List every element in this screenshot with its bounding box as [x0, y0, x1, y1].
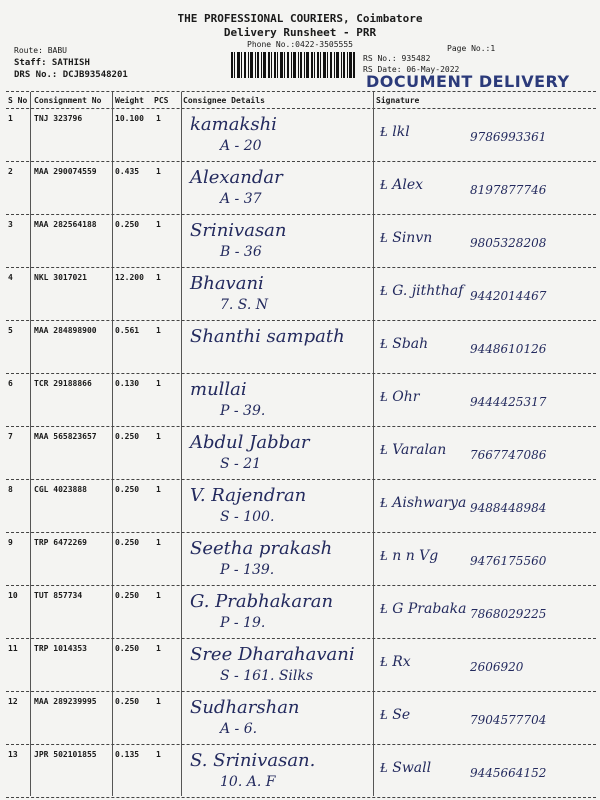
row-consignment-no: TRP 1014353 [34, 644, 87, 653]
row-consignee-name: V. Rajendran [190, 485, 307, 506]
row-weight: 0.250 [115, 644, 140, 653]
row-consignment-no: TRP 6472269 [34, 538, 87, 547]
row-signature-phone: 7868029225 [470, 607, 547, 621]
row-weight: 0.250 [115, 485, 140, 494]
row-sno: 12 [8, 697, 18, 706]
row-sno: 6 [8, 379, 13, 388]
row-signature-phone: 8197877746 [470, 183, 547, 197]
row-consignee-name: kamakshi [190, 114, 277, 135]
row-consignee-note: A - 37 [220, 191, 262, 207]
row-consignee-name: Shanthi sampath [190, 326, 345, 347]
col-pcs-header: PCS [154, 96, 169, 105]
rs-number: RS No.: 935482 [363, 54, 431, 63]
row-consignment-no: TUT 857734 [34, 591, 83, 600]
row-signature-phone: 9786993361 [470, 130, 547, 144]
row-signature: Ɫ Sinvn [380, 230, 433, 246]
row-divider [6, 691, 596, 692]
row-consignee-name: Sudharshan [190, 697, 300, 718]
row-signature-phone: 7904577704 [470, 713, 547, 727]
col-weight-header: Weight [115, 96, 144, 105]
row-consignee-note: P - 139. [220, 562, 275, 578]
row-consignee-note: S - 100. [220, 509, 275, 525]
row-signature-phone: 7667747086 [470, 448, 547, 462]
row-pcs: 1 [156, 538, 161, 547]
row-consignee-note: A - 20 [220, 138, 262, 154]
row-pcs: 1 [156, 697, 161, 706]
row-consignment-no: MAA 289239995 [34, 697, 97, 706]
row-signature-phone: 9488448984 [470, 501, 547, 515]
row-pcs: 1 [156, 485, 161, 494]
col-signature-header: Signature [376, 96, 420, 105]
row-consignee-name: Sree Dharahavani [190, 644, 355, 665]
row-consignment-no: MAA 282564188 [34, 220, 97, 229]
row-weight: 0.250 [115, 697, 140, 706]
row-signature-phone: 9444425317 [470, 395, 547, 409]
row-signature: Ɫ Ohr [380, 389, 420, 405]
row-pcs: 1 [156, 167, 161, 176]
row-divider [6, 320, 596, 321]
row-signature-phone: 9445664152 [470, 766, 547, 780]
row-consignee-name: mullai [190, 379, 247, 400]
row-pcs: 1 [156, 379, 161, 388]
row-divider [6, 638, 596, 639]
row-consignee-name: S. Srinivasan. [190, 750, 316, 771]
row-divider [6, 585, 596, 586]
row-pcs: 1 [156, 273, 161, 282]
row-pcs: 1 [156, 591, 161, 600]
row-consignment-no: NKL 3017021 [34, 273, 87, 282]
row-pcs: 1 [156, 432, 161, 441]
row-consignment-no: TCR 29188866 [34, 379, 92, 388]
row-signature: Ɫ n n Vg [380, 548, 439, 564]
row-signature: Ɫ Se [380, 707, 411, 723]
row-weight: 0.250 [115, 538, 140, 547]
company-phone: Phone No.:0422-3505555 [247, 40, 353, 49]
row-signature: Ɫ Aishwarya [380, 495, 467, 511]
staff-label: Staff: SATHISH [14, 58, 90, 68]
row-sno: 11 [8, 644, 18, 653]
row-divider [6, 373, 596, 374]
row-sno: 7 [8, 432, 13, 441]
row-divider [6, 532, 596, 533]
row-sno: 1 [8, 114, 13, 123]
row-consignee-note: S - 161. Silks [220, 668, 314, 684]
row-consignment-no: MAA 284898900 [34, 326, 97, 335]
row-signature: Ɫ G Prabaka [380, 601, 467, 617]
row-sno: 4 [8, 273, 13, 282]
page-number: Page No.:1 [447, 44, 496, 53]
row-weight: 12.200 [115, 273, 144, 282]
route-label: Route: BABU [14, 46, 67, 55]
col-sno-header: S No [8, 96, 28, 105]
row-consignee-name: Abdul Jabbar [190, 432, 310, 453]
row-divider [6, 267, 596, 268]
row-consignee-note: P - 19. [220, 615, 266, 631]
row-weight: 0.135 [115, 750, 140, 759]
row-consignee-name: Seetha prakash [190, 538, 333, 559]
row-weight: 0.130 [115, 379, 140, 388]
row-sno: 9 [8, 538, 13, 547]
row-divider [6, 797, 596, 798]
row-divider [6, 744, 596, 745]
row-consignment-no: MAA 290074559 [34, 167, 97, 176]
row-signature: Ɫ Sbah [380, 336, 429, 352]
row-pcs: 1 [156, 220, 161, 229]
row-consignee-note: A - 6. [220, 721, 258, 737]
row-consignee-note: P - 39. [220, 403, 266, 419]
row-signature: Ɫ G. jiththaf [380, 283, 464, 299]
row-signature: Ɫ Varalan [380, 442, 447, 458]
header-top-rule [6, 91, 596, 92]
row-consignee-name: Alexandar [190, 167, 283, 188]
row-signature-phone: 9805328208 [470, 236, 547, 250]
row-sno: 2 [8, 167, 13, 176]
row-signature: Ɫ lkl [380, 124, 410, 140]
rs-date: RS Date: 06-May-2022 [363, 65, 460, 74]
row-signature-phone: 9442014467 [470, 289, 547, 303]
row-sno: 5 [8, 326, 13, 335]
row-divider [6, 161, 596, 162]
row-pcs: 1 [156, 644, 161, 653]
row-weight: 0.250 [115, 432, 140, 441]
col-consignee-header: Consignee Details [183, 96, 265, 105]
row-consignee-name: Srinivasan [190, 220, 287, 241]
row-consignee-note: 10. A. F [220, 774, 276, 790]
row-weight: 0.435 [115, 167, 140, 176]
row-consignment-no: CGL 4023888 [34, 485, 87, 494]
row-signature: Ɫ Swall [380, 760, 432, 776]
col-consignment-header: Consignment No [34, 96, 102, 105]
row-consignee-note: S - 21 [220, 456, 262, 472]
row-consignee-name: G. Prabhakaran [190, 591, 334, 612]
row-pcs: 1 [156, 750, 161, 759]
row-divider [6, 479, 596, 480]
row-consignment-no: MAA 565823657 [34, 432, 97, 441]
row-sno: 8 [8, 485, 13, 494]
document-delivery-stamp: DOCUMENT DELIVERY [366, 72, 570, 91]
row-sno: 13 [8, 750, 18, 759]
document-title: Delivery Runsheet - PRR [223, 26, 377, 39]
row-weight: 10.100 [115, 114, 144, 123]
row-weight: 0.250 [115, 591, 140, 600]
header-bottom-rule [6, 108, 596, 109]
barcode-icon [231, 52, 355, 78]
row-signature-phone: 9448610126 [470, 342, 547, 356]
row-consignee-note: B - 36 [220, 244, 262, 260]
row-weight: 0.561 [115, 326, 140, 335]
row-divider [6, 214, 596, 215]
row-weight: 0.250 [115, 220, 140, 229]
row-pcs: 1 [156, 326, 161, 335]
row-sno: 10 [8, 591, 18, 600]
row-divider [6, 426, 596, 427]
row-sno: 3 [8, 220, 13, 229]
drs-number: DRS No.: DCJB93548201 [14, 70, 128, 80]
row-signature-phone: 9476175560 [470, 554, 547, 568]
row-consignment-no: TNJ 323796 [34, 114, 83, 123]
company-name: THE PROFESSIONAL COURIERS, Coimbatore [177, 12, 423, 25]
row-signature: Ɫ Alex [380, 177, 424, 193]
row-signature-phone: 2606920 [470, 660, 524, 674]
row-consignee-note: 7. S. N [220, 297, 269, 313]
row-consignee-name: Bhavani [190, 273, 264, 294]
row-signature: Ɫ Rx [380, 654, 411, 670]
row-consignment-no: JPR 502101855 [34, 750, 97, 759]
row-pcs: 1 [156, 114, 161, 123]
